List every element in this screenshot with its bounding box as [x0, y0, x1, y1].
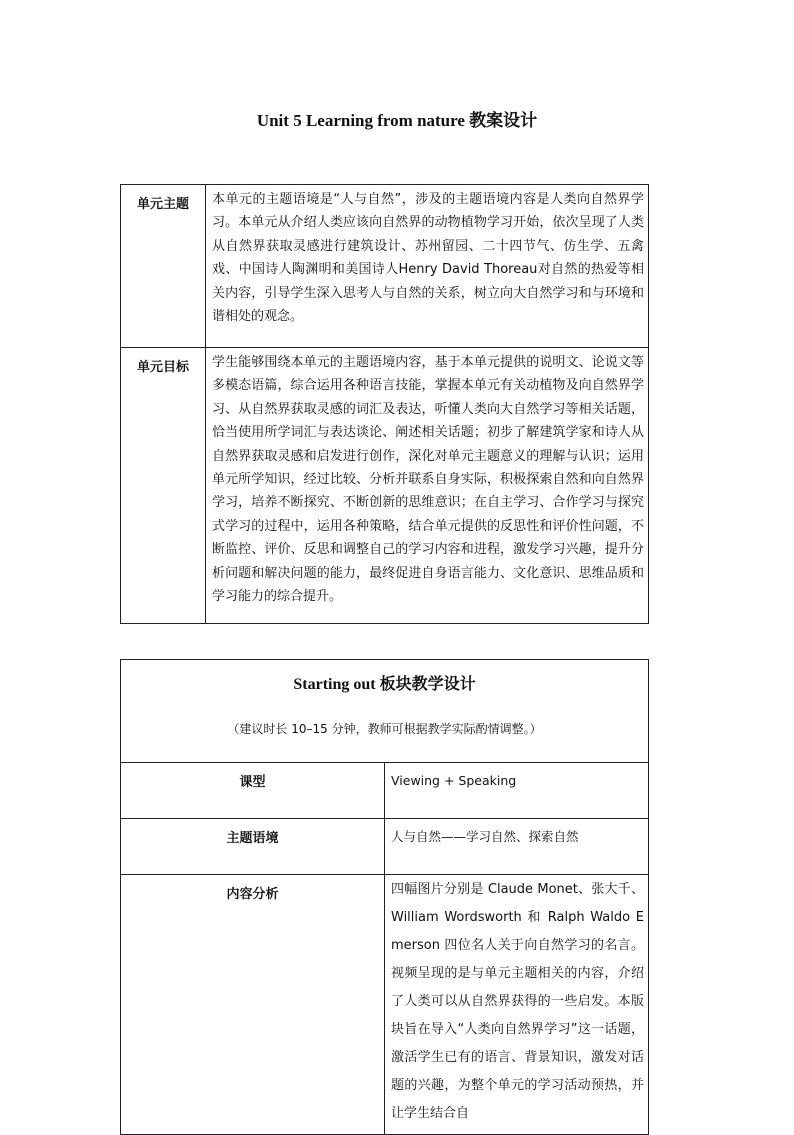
row-label-lesson-type: 课型 — [121, 763, 385, 819]
section-title: Starting out 板块教学设计 — [293, 676, 476, 693]
table-header-row — [121, 660, 649, 763]
starting-out-table — [120, 659, 649, 1135]
row-content-theme-context: 人与自然——学习自然、探索自然 — [385, 819, 649, 875]
table-row — [121, 875, 649, 1135]
table-row — [121, 763, 649, 819]
row-content-unit-goals: 学生能够围绕本单元的主题语境内容，基于本单元提供的说明文、论说文等多模态语篇，综合运用各种语言技能，掌握本单元有关动植物及向自然界学习、从自然界获取灵感的词汇及表达，听懂人类向大自然学习等相关话题，恰当使用所学词汇与表达谈论、阐述相关话题；初步了解建筑学家和诗人从自然界获取灵感和启发进行创作，深化对单元主题意义的理解与认识；运用单元所学知识，经过比较、分析并联系自身实际，积极探索自然和向自然界学习，培养不断探究、不断创新的思维意识；在自主学习、合作学习与探究式学习的过程中，运用各种策略，结合单元提供的反思性和评价性问题，不断监控、评价、反思和调整自己的学习内容和进程，激发学习兴趣，提升分析问题和解决问题的能力，最终促进自身语言能力、文化意识、思维品质和学习能力的综合提升。 — [206, 348, 649, 624]
row-content-unit-theme: 本单元的主题语境是“人与自然”，涉及的主题语境内容是人类向自然界学习。本单元从介绍人类应该向自然界的动物植物学习开始，依次呈现了人类从自然界获取灵感进行建筑设计、苏州留园、二十四节气、仿生学、五禽戏、中国诗人陶渊明和美国诗人Henry David Thoreau对自然的热爱等相关内容，引导学生深入思考人与自然的关系，树立向大自然学习和与环境和谐相处的观念。 — [206, 185, 649, 348]
row-content-content-analysis: 四幅图片分别是 Claude Monet、张大千、William Wordsworth 和 Ralph Waldo Emerson 四位名人关于向自然学习的名言。视频呈现的是与单元主题相关的内容，介绍了人类可以从自然界获得的一些启发。本版块旨在导入“人类向自然界学习”这一话题，激活学生已有的语言、背景知识，激发对话题的兴趣，为整个单元的学习活动预热，并让学生结合自 — [385, 875, 649, 1135]
row-content-lesson-type: Viewing + Speaking — [385, 763, 649, 819]
table-row — [121, 348, 649, 624]
section-note: （建议时长 10–15 分钟，教师可根据教学实际酌情调整。） — [227, 722, 542, 736]
row-label-unit-goals: 单元目标 — [121, 348, 206, 624]
table-row — [121, 819, 649, 875]
row-label-theme-context: 主题语境 — [121, 819, 385, 875]
section-header-cell — [121, 660, 649, 763]
document-title: Unit 5 Learning from nature 教案设计 — [256, 111, 538, 130]
unit-overview-table — [120, 184, 649, 624]
row-label-unit-theme: 单元主题 — [121, 185, 206, 348]
row-label-content-analysis: 内容分析 — [121, 875, 385, 1135]
table-row — [121, 185, 649, 348]
